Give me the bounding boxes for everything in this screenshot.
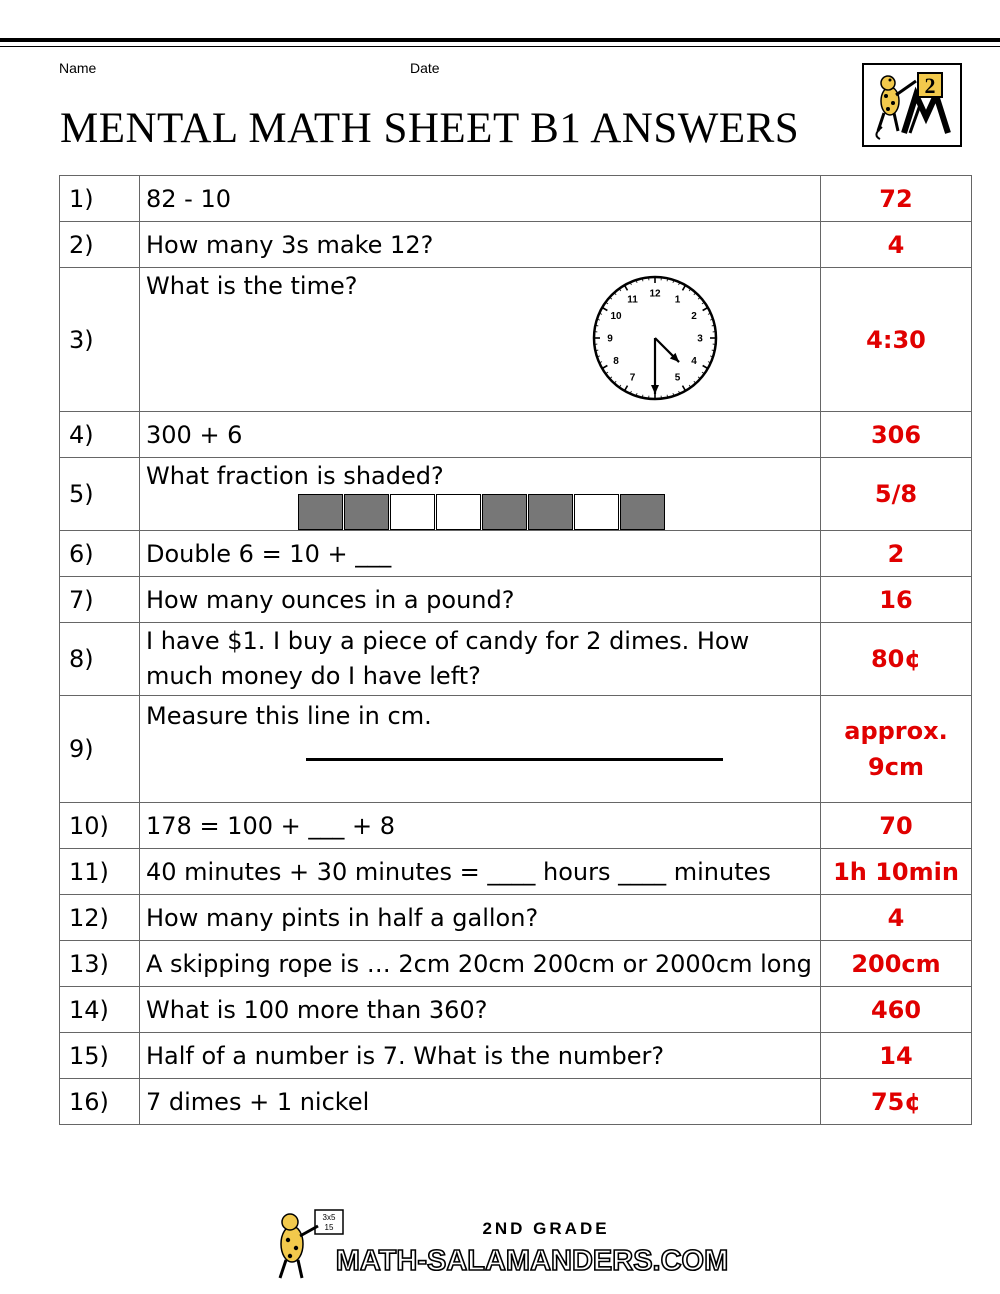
question-text: A skipping rope is … 2cm 20cm 200cm or 2000cm long — [146, 949, 812, 978]
question-cell — [140, 941, 821, 987]
fraction-part-unshaded — [436, 494, 481, 530]
question-cell — [140, 1033, 821, 1079]
question-number: 12) — [60, 895, 140, 941]
answer-cell: 5/8 — [821, 458, 972, 531]
question-cell — [140, 803, 821, 849]
clock-number: 8 — [613, 356, 619, 367]
footer-grade-text: 2ND GRADE — [482, 1219, 610, 1238]
fraction-part-shaded — [528, 494, 573, 530]
measure-line — [306, 758, 723, 761]
footer-site-text: MATH-SALAMANDERS.COM — [335, 1245, 729, 1277]
grade-logo — [862, 63, 962, 147]
answer-cell: 4:30 — [821, 268, 972, 412]
question-text: How many pints in half a gallon? — [146, 903, 539, 932]
clock-number: 7 — [629, 372, 636, 384]
fraction-bar — [298, 494, 820, 530]
question-number: 1) — [60, 176, 140, 222]
clock-number: 2 — [691, 311, 697, 322]
question-text: 178 = 100 + ___ + 8 — [146, 811, 395, 840]
logo-grade-number: 2 — [924, 73, 936, 98]
answer-cell: 2 — [821, 531, 972, 577]
question-row — [60, 176, 972, 222]
math-salamanders-footer-icon — [270, 1204, 730, 1282]
answer-cell: 4 — [821, 895, 972, 941]
question-row — [60, 268, 972, 412]
question-text: What fraction is shaded? — [146, 462, 444, 490]
question-number: 11) — [60, 849, 140, 895]
question-cell — [140, 623, 821, 696]
question-text: How many ounces in a pound? — [146, 585, 515, 614]
clock-number: 9 — [607, 333, 613, 345]
question-row — [60, 895, 972, 941]
clock-number: 11 — [627, 294, 638, 306]
question-row — [60, 941, 972, 987]
question-text: 82 - 10 — [146, 184, 231, 213]
question-number: 5) — [60, 458, 140, 531]
answer-cell: 72 — [821, 176, 972, 222]
questions-table — [59, 175, 972, 1125]
question-cell — [140, 696, 821, 803]
date-label: Date — [410, 60, 440, 76]
question-text: Double 6 = 10 + ___ — [146, 539, 392, 568]
question-number: 3) — [60, 268, 140, 412]
answer-cell: 306 — [821, 412, 972, 458]
question-number: 10) — [60, 803, 140, 849]
answer-cell: 460 — [821, 987, 972, 1033]
question-cell — [140, 1079, 821, 1125]
question-cell — [140, 268, 821, 412]
fraction-part-shaded — [344, 494, 389, 530]
question-cell — [140, 531, 821, 577]
fraction-part-unshaded — [390, 494, 435, 530]
fraction-part-shaded — [298, 494, 343, 530]
question-cell — [140, 412, 821, 458]
clock-number: 5 — [674, 372, 681, 384]
answer-cell: 80¢ — [821, 623, 972, 696]
fraction-part-shaded — [482, 494, 527, 530]
fraction-part-shaded — [620, 494, 665, 530]
salamander-logo-icon — [864, 65, 960, 145]
question-row — [60, 577, 972, 623]
site-footer-logo — [270, 1204, 730, 1282]
question-number: 14) — [60, 987, 140, 1033]
question-number: 7) — [60, 577, 140, 623]
answer-cell: 70 — [821, 803, 972, 849]
question-cell — [140, 577, 821, 623]
svg-text:15: 15 — [324, 1223, 334, 1232]
question-text: What is 100 more than 360? — [146, 995, 488, 1024]
clock-face — [590, 273, 720, 403]
question-text: 300 + 6 — [146, 420, 243, 449]
question-cell — [140, 849, 821, 895]
question-text: I have $1. I buy a piece of candy for 2 dimes. How much money do I have left? — [146, 627, 750, 690]
question-cell — [140, 176, 821, 222]
question-number: 2) — [60, 222, 140, 268]
question-number: 9) — [60, 696, 140, 803]
clock-number: 3 — [697, 333, 703, 345]
answer-cell: 4 — [821, 222, 972, 268]
question-row — [60, 987, 972, 1033]
question-row — [60, 412, 972, 458]
question-row — [60, 803, 972, 849]
question-text: 7 dimes + 1 nickel — [146, 1087, 370, 1116]
fraction-part-unshaded — [574, 494, 619, 530]
question-number: 4) — [60, 412, 140, 458]
question-row — [60, 696, 972, 803]
question-row — [60, 1079, 972, 1125]
clock-number: 10 — [610, 311, 622, 322]
question-number: 15) — [60, 1033, 140, 1079]
answer-cell: 1h 10min — [821, 849, 972, 895]
question-row — [60, 623, 972, 696]
question-cell — [140, 222, 821, 268]
clock-number: 1 — [674, 294, 681, 306]
question-row — [60, 531, 972, 577]
top-rule-thin — [0, 46, 1000, 47]
question-text: How many 3s make 12? — [146, 230, 434, 259]
answer-cell: 75¢ — [821, 1079, 972, 1125]
footer-badge-text: 3x5 — [322, 1213, 336, 1222]
answer-cell: 14 — [821, 1033, 972, 1079]
question-cell — [140, 458, 821, 531]
question-number: 8) — [60, 623, 140, 696]
name-label: Name — [59, 60, 97, 76]
question-row — [60, 849, 972, 895]
answer-cell: 200cm — [821, 941, 972, 987]
question-number: 6) — [60, 531, 140, 577]
question-row — [60, 1033, 972, 1079]
answer-cell: approx. 9cm — [821, 696, 972, 803]
question-text: 40 minutes + 30 minutes = ____ hours ____ minutes — [146, 857, 771, 886]
question-cell — [140, 895, 821, 941]
question-row — [60, 222, 972, 268]
question-number: 13) — [60, 941, 140, 987]
question-cell — [140, 987, 821, 1033]
clock-number: 4 — [691, 356, 697, 367]
page-title: MENTAL MATH SHEET B1 ANSWERS — [60, 105, 800, 152]
question-number: 16) — [60, 1079, 140, 1125]
question-text: What is the time? — [146, 272, 358, 300]
question-text: Half of a number is 7. What is the number? — [146, 1041, 665, 1070]
question-text: Measure this line in cm. — [146, 702, 432, 730]
top-rule — [0, 38, 1000, 42]
answer-cell: 16 — [821, 577, 972, 623]
clock-number: 12 — [649, 288, 661, 300]
question-row — [60, 458, 972, 531]
